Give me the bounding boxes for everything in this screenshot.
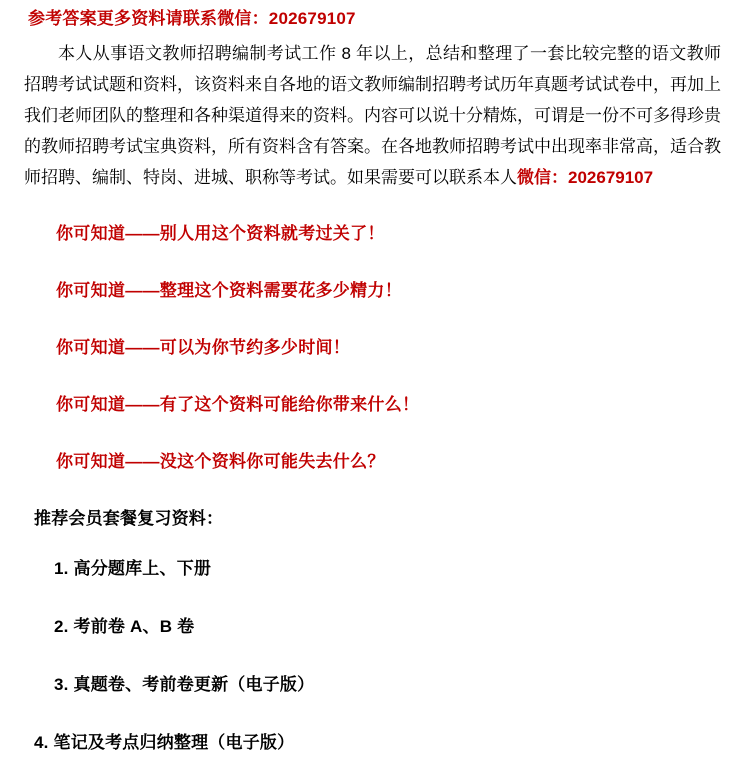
package-list: [18, 556, 727, 756]
intro-text-main: 本人从事语文教师招聘编制考试工作 8 年以上，总结和整理了一套比较完整的语文教师招聘考试试题和资料，该资料来自各地的语文教师编制招聘考试历年真题考试试卷中，再加上我们老师团队的整理和各种渠道得来的资料。内容可以说十分精炼，可谓是一份不可多得珍贵的教师招聘考试宝典资料，所有资料含有答案。在各地教师招聘考试中出现率非常高，适合教师招聘、编制、特岗、进城、职称等考试。如果需要可以联系本人: [24, 44, 721, 187]
know-item: 你可知道——别人用这个资料就考过关了！: [56, 224, 385, 243]
recommend-packages-title: 推荐会员套餐复习资料：: [34, 509, 224, 528]
intro-paragraph: [24, 38, 721, 193]
contact-headline: 参考答案更多资料请联系微信：202679107: [28, 9, 356, 28]
list-item: 4. 笔记及考点归纳整理（电子版）: [34, 733, 295, 752]
know-item: 你可知道——有了这个资料可能给你带来什么！: [56, 395, 420, 414]
list-item: 1. 高分题库上、下册: [54, 559, 212, 578]
list-item: 2. 考前卷 A、B 卷: [54, 617, 195, 636]
list-item: 3. 真题卷、考前卷更新（电子版）: [54, 675, 315, 694]
know-item: 你可知道——整理这个资料需要花多少精力！: [56, 281, 402, 300]
document-page: [0, 6, 745, 778]
know-item: 你可知道——可以为你节约多少时间！: [56, 338, 351, 357]
know-list: [18, 221, 727, 475]
intro-wechat-contact: 微信：202679107: [517, 168, 654, 187]
know-item: 你可知道——没这个资料你可能失去什么？: [56, 452, 385, 471]
